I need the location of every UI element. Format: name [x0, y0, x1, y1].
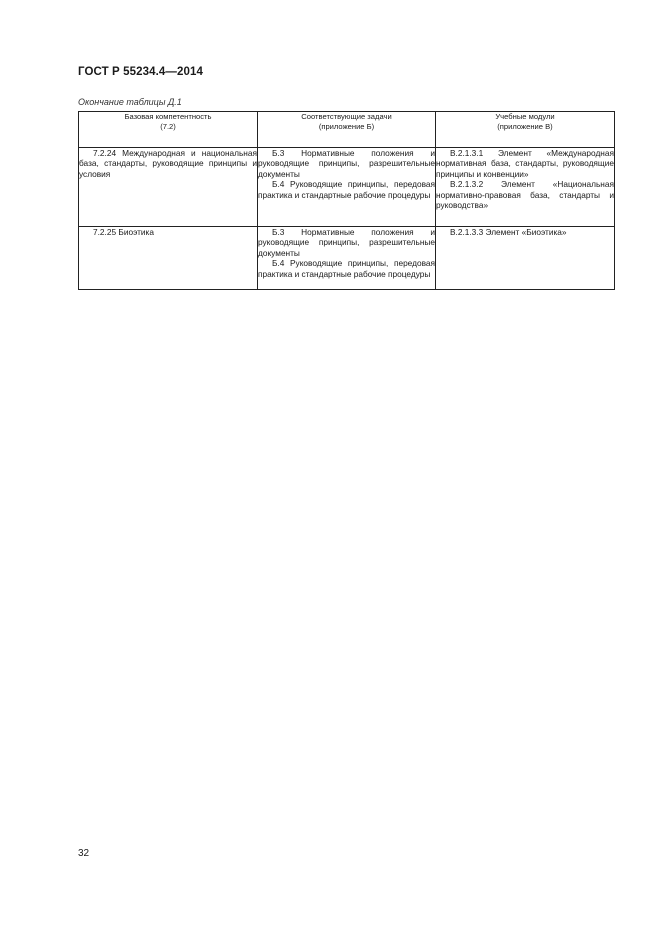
- table-row: [79, 227, 615, 290]
- table-header-row: [79, 112, 615, 148]
- module-item: В.2.1.3.2 Элемент «Национальная нормативно-правовая база, стандарты и руководства»: [436, 179, 614, 211]
- task-item: Б.4 Руководящие принципы, передовая практика и стандартные рабочие процедуры: [258, 179, 435, 200]
- header-modules-ref: (приложение В): [497, 122, 553, 131]
- header-competence-title: Базовая компетентность: [124, 112, 212, 121]
- document-title: ГОСТ Р 55234.4—2014: [78, 66, 203, 78]
- header-tasks-title: Соответствующие задачи: [301, 112, 392, 121]
- competence-cell: [79, 148, 258, 227]
- competence-cell: [79, 227, 258, 290]
- task-item: Б.3 Нормативные положения и руководящие принципы, разрешительные документы: [258, 148, 435, 179]
- table-row: [79, 148, 615, 227]
- tasks-cell: [258, 227, 436, 290]
- modules-cell: [436, 227, 615, 290]
- task-item: Б.3 Нормативные положения и руководящие принципы, разрешительные документы: [258, 227, 435, 258]
- competence-text: 7.2.25 Биоэтика: [93, 227, 154, 237]
- module-item: В.2.1.3.1 Элемент «Международная нормативная база, стандарты, руководящие принципы и конвенции»: [436, 148, 614, 179]
- header-tasks: [258, 112, 436, 148]
- header-competence: [79, 112, 258, 148]
- tasks-cell: [258, 148, 436, 227]
- competence-table: [78, 111, 615, 290]
- header-modules: [436, 112, 615, 148]
- modules-cell: [436, 148, 615, 227]
- header-modules-title: Учебные модули: [495, 112, 555, 121]
- header-competence-ref: (7.2): [160, 122, 176, 131]
- table-caption: Окончание таблицы Д.1: [78, 97, 182, 107]
- page-number: 32: [78, 848, 90, 859]
- competence-text: 7.2.24 Международная и национальная база, стандарты, руководящие принципы и условия: [79, 148, 257, 179]
- module-item: В.2.1.3.3 Элемент «Биоэтика»: [450, 227, 567, 237]
- header-tasks-ref: (приложение Б): [318, 122, 375, 131]
- task-item: Б.4 Руководящие принципы, передовая практика и стандартные рабочие процедуры: [258, 258, 435, 279]
